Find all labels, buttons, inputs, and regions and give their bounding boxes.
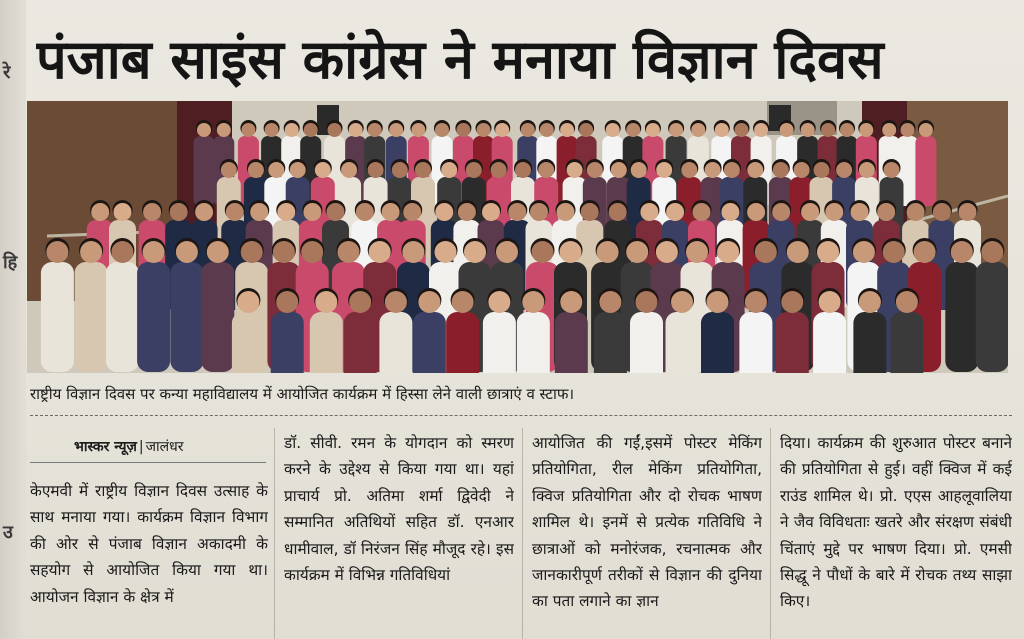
person-head	[560, 123, 574, 137]
person-head	[772, 203, 790, 221]
person-head	[268, 162, 284, 178]
person-head	[883, 241, 905, 263]
person-head	[327, 203, 345, 221]
person-head	[248, 162, 264, 178]
person-body	[594, 312, 627, 373]
person-head	[560, 241, 582, 263]
person-head	[176, 241, 198, 263]
person-body	[232, 312, 265, 373]
column-divider	[770, 428, 771, 639]
person-head	[464, 241, 486, 263]
person-head	[522, 291, 544, 313]
person-head	[241, 123, 255, 137]
caption-rule	[30, 415, 1012, 416]
person-head	[495, 123, 509, 137]
person-head	[560, 291, 582, 313]
person-head	[290, 162, 306, 178]
person-head	[392, 162, 408, 178]
person-head	[315, 162, 331, 178]
person-head	[606, 123, 620, 137]
person-head	[859, 162, 875, 178]
person-body	[630, 312, 663, 373]
person-head	[496, 241, 518, 263]
person-head	[859, 123, 873, 137]
person-head	[840, 123, 854, 137]
person-body	[701, 312, 734, 373]
person-head	[707, 291, 729, 313]
column-divider	[522, 428, 523, 639]
person-head	[402, 241, 424, 263]
person-head	[691, 123, 705, 137]
person-head	[488, 291, 510, 313]
person-body	[483, 312, 516, 373]
person-head	[959, 203, 977, 221]
person-head	[754, 123, 768, 137]
person-body	[106, 262, 139, 372]
person-head	[143, 203, 161, 221]
person-head	[705, 162, 721, 178]
person-head	[491, 162, 507, 178]
person-head	[341, 162, 357, 178]
headline: पंजाब साइंस कांग्रेस ने मनाया विज्ञान दिवस	[36, 28, 884, 91]
person-body	[75, 262, 108, 372]
person-head	[671, 291, 693, 313]
person-head	[981, 241, 1003, 263]
person-head	[819, 291, 841, 313]
person-head	[441, 162, 457, 178]
person-head	[368, 162, 384, 178]
person-head	[458, 203, 476, 221]
person-head	[304, 123, 318, 137]
person-head	[349, 123, 363, 137]
person-head	[217, 123, 231, 137]
article-column-2	[284, 430, 514, 638]
person-head	[277, 203, 295, 221]
person-head	[382, 203, 400, 221]
person-head	[609, 203, 627, 221]
person-body	[379, 312, 412, 373]
margin-glyph: रे	[3, 62, 11, 83]
person-head	[80, 241, 102, 263]
person-body	[555, 312, 588, 373]
person-head	[836, 162, 852, 178]
person-head	[636, 291, 658, 313]
person-head	[780, 123, 794, 137]
person-head	[801, 123, 815, 137]
person-head	[745, 291, 767, 313]
margin-glyph: हि	[3, 252, 18, 273]
person-head	[532, 241, 554, 263]
person-head	[403, 203, 421, 221]
person-head	[611, 162, 627, 178]
person-head	[349, 291, 371, 313]
person-head	[933, 203, 951, 221]
person-body	[945, 262, 978, 372]
person-head	[666, 203, 684, 221]
person-head	[435, 241, 457, 263]
person-head	[301, 241, 323, 263]
person-head	[515, 162, 531, 178]
person-head	[597, 241, 619, 263]
person-head	[787, 241, 809, 263]
person-head	[221, 162, 237, 178]
person-head	[656, 162, 672, 178]
person-head	[773, 162, 789, 178]
person-head	[656, 241, 678, 263]
person-head	[46, 241, 68, 263]
person-body	[890, 312, 923, 373]
person-head	[914, 241, 936, 263]
person-head	[735, 123, 749, 137]
person-head	[338, 241, 360, 263]
person-head	[143, 241, 165, 263]
person-head	[794, 162, 810, 178]
person-head	[579, 123, 593, 137]
person-head	[919, 123, 933, 137]
person-head	[540, 123, 554, 137]
person-head	[884, 162, 900, 178]
person-head	[303, 203, 321, 221]
person-head	[385, 291, 407, 313]
person-head	[755, 241, 777, 263]
person-head	[907, 203, 925, 221]
person-head	[724, 162, 740, 178]
byline-underline	[30, 462, 266, 463]
person-head	[814, 162, 830, 178]
person-head	[482, 203, 500, 221]
person-body	[413, 312, 446, 373]
person-head	[747, 162, 763, 178]
person-body	[310, 312, 343, 373]
person-head	[170, 203, 188, 221]
person-head	[315, 291, 337, 313]
person-head	[681, 162, 697, 178]
person-head	[901, 123, 915, 137]
person-head	[415, 162, 431, 178]
person-head	[452, 291, 474, 313]
person-head	[111, 241, 133, 263]
person-head	[587, 162, 603, 178]
person-head	[693, 203, 711, 221]
person-head	[368, 123, 382, 137]
byline-separator: |	[138, 439, 144, 455]
person-body	[739, 312, 772, 373]
person-head	[631, 162, 647, 178]
byline-source: भास्कर न्यूज़	[74, 439, 137, 455]
person-head	[226, 203, 244, 221]
person-head	[285, 123, 299, 137]
article-paragraph: केएमवी में राष्ट्रीय विज्ञान दिवस उत्साह के साथ मनाया गया। कार्यक्रम विज्ञान विभाग की ओर से पंजाब विज्ञान अकादमी के सहयोग से आयोजित किया गया था। आयोजन विज्ञान के क्षेत्र में	[30, 482, 268, 606]
person-head	[640, 203, 658, 221]
person-head	[508, 203, 526, 221]
person-head	[477, 123, 491, 137]
person-head	[369, 241, 391, 263]
person-head	[951, 241, 973, 263]
person-head	[195, 203, 213, 221]
person-head	[646, 123, 660, 137]
person-head	[530, 203, 548, 221]
byline-city: जालंधर	[145, 439, 184, 455]
person-head	[435, 123, 449, 137]
article-column-4	[780, 430, 1012, 638]
person-head	[669, 123, 683, 137]
person-body	[976, 262, 1008, 372]
person-head	[896, 291, 918, 313]
person-head	[877, 203, 895, 221]
person-body	[853, 312, 886, 373]
person-body	[137, 262, 170, 372]
person-head	[825, 203, 843, 221]
byline	[74, 437, 183, 456]
person-head	[599, 291, 621, 313]
person-head	[456, 123, 470, 137]
adjacent-column-margin	[0, 0, 26, 639]
person-head	[276, 291, 298, 313]
person-head	[882, 123, 896, 137]
person-head	[265, 123, 279, 137]
person-head	[273, 241, 295, 263]
person-head	[721, 203, 739, 221]
person-head	[817, 241, 839, 263]
person-head	[207, 241, 229, 263]
person-head	[418, 291, 440, 313]
person-body	[170, 262, 203, 372]
person-body	[41, 262, 74, 372]
person-body	[446, 312, 479, 373]
person-head	[717, 241, 739, 263]
person-head	[626, 241, 648, 263]
person-head	[237, 291, 259, 313]
person-head	[715, 123, 729, 137]
person-head	[801, 203, 819, 221]
person-body	[666, 312, 699, 373]
person-body	[194, 136, 215, 206]
person-head	[241, 241, 263, 263]
person-head	[114, 203, 132, 221]
person-head	[411, 123, 425, 137]
person-body	[813, 312, 846, 373]
margin-glyph: उ	[3, 522, 13, 543]
person-head	[821, 123, 835, 137]
person-head	[626, 123, 640, 137]
person-body	[915, 136, 936, 206]
article-paragraph: डॉ. सीवी. रमन के योगदान को स्मरण करने के उद्देश्य से किया गया था। यहां प्राचार्य प्रो. अतिमा शर्मा द्विवेदी ने सम्मानित अतिथियों सहित डॉ. एनआर धामीवाल, डॉ निरंजन सिंह मौजूद रहे। इस कार्यक्रम में विभिन्न गतिविधियां	[284, 434, 514, 585]
person-head	[567, 162, 583, 178]
person-head	[581, 203, 599, 221]
person-head	[435, 203, 453, 221]
article-paragraph: आयोजित की गईं,इसमें पोस्टर मेकिंग प्रतियोगिता, रील मेकिंग प्रतियोगिता, क्विज प्रतियोगिता और दो रोचक भाषण शामिल थे। इनमें से प्रत्येक गतिविधि ने छात्राओं को मनोरंजक, रचनात्मक और जानकारीपूर्ण तरीकों से विज्ञान की दुनिया का पता लगाने का ज्ञान	[532, 434, 762, 611]
column-divider	[274, 428, 275, 639]
person-head	[250, 203, 268, 221]
person-head	[328, 123, 342, 137]
article-column-3	[532, 430, 762, 638]
person-head	[91, 203, 109, 221]
person-head	[466, 162, 482, 178]
person-head	[521, 123, 535, 137]
person-head	[853, 241, 875, 263]
person-body	[344, 312, 377, 373]
person-head	[389, 123, 403, 137]
group-photo-illustration	[27, 101, 1008, 373]
article-column-1	[30, 478, 268, 638]
person-head	[538, 162, 554, 178]
group-photo	[27, 101, 1008, 373]
person-head	[197, 123, 211, 137]
person-head	[356, 203, 374, 221]
article-paragraph: दिया। कार्यक्रम की शुरुआत पोस्टर बनाने की प्रतियोगिता से हुई। वहीं क्विज में कई राउंड शामिल थे। प्रो. एएस आहलूवालिया ने जैव विविधताः खतरे और संरक्षण संबंधी चिंताएं मुद्दे पर भाषण दिया। प्रो. एमसी सिद्धू ने पौधों के बारे में रोचक तथ्य साझा किए।	[780, 434, 1012, 611]
photo-caption: राष्ट्रीय विज्ञान दिवस पर कन्या महाविद्यालय में आयोजित कार्यक्रम में हिस्सा लेने वाली छात्राएं व स्टाफ।	[30, 385, 575, 403]
person-head	[859, 291, 881, 313]
person-body	[201, 262, 234, 372]
person-body	[517, 312, 550, 373]
person-head	[747, 203, 765, 221]
person-body	[271, 312, 304, 373]
person-head	[851, 203, 869, 221]
person-head	[686, 241, 708, 263]
person-body	[776, 312, 809, 373]
person-head	[557, 203, 575, 221]
person-head	[781, 291, 803, 313]
